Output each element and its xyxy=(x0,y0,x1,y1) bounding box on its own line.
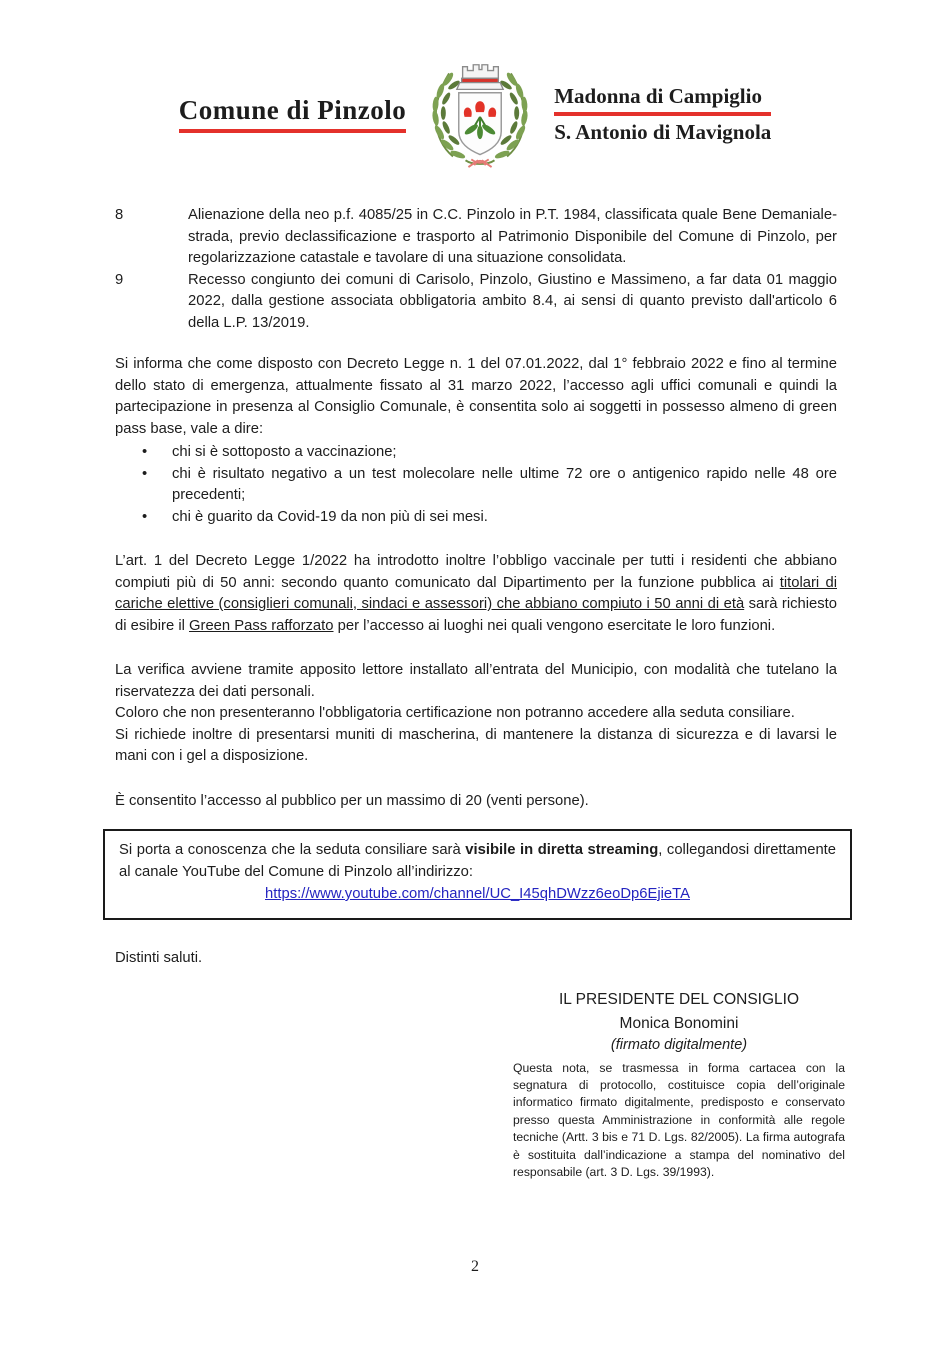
signature-block xyxy=(513,989,845,1181)
list-item xyxy=(115,464,837,507)
locality-title-block xyxy=(554,84,771,145)
bullet-icon: • xyxy=(142,444,148,460)
no-certification-paragraph: Coloro che non presenteranno l'obbligatoria certificazione non potranno accedere alla seduta consiliare. xyxy=(115,705,795,721)
streaming-notice-box xyxy=(103,829,852,920)
red-rule-left xyxy=(179,129,407,133)
streaming-link-line xyxy=(119,884,836,906)
signer-name: Monica Bonomini xyxy=(619,1014,739,1032)
municipality-name: Comune di Pinzolo xyxy=(178,95,407,125)
greenpass-intro-paragraph: Si informa che come disposto con Decreto Legge n. 1 del 07.01.2022, dal 1° febbraio 2022 e fino al termine dello stato di emergenza, attualmente fissato al 31 marzo 2022, l’accesso agli uffici comunali e quindi la partecipazione in presenza al Consiglio Comunale, è consentita solo ai soggetti in possesso almeno di green pass base, vale a dire: xyxy=(115,356,837,437)
locality-line-2: S. Antonio di Mavignola xyxy=(554,119,772,144)
page-number: 2 xyxy=(471,1258,479,1275)
agenda-item xyxy=(115,205,837,270)
municipality-title-block xyxy=(179,95,407,133)
vaccine-obligation-paragraph: L’art. 1 del Decreto Legge 1/2022 ha introdotto inoltre l’obbligo vaccinale per tutti i residenti che abbiano compiuti più di 50 anni: secondo quanto comunicato dal Dipartimento per la funzione pubblica ai titolari di cariche elettive (consiglieri comunali, sindaci e assessori) che abbiano compiuto i 50 anni di età sarà richiesto di esibire il Green Pass rafforzato per l’accesso ai luoghi nei quali vengono esercitate le loro funzioni. xyxy=(115,553,837,634)
mask-distance-paragraph: Si richiede inoltre di presentarsi muniti di mascherina, di mantenere la distanza di sicurezza e di lavarsi le mani con i gel a disposizione. xyxy=(115,726,837,764)
streaming-notice-text: Si porta a conoscenza che la seduta consiliare sarà visibile in diretta streaming, collegandosi direttamente al canale YouTube del Comune di Pinzolo all’indirizzo: xyxy=(119,842,837,880)
agenda-list xyxy=(115,205,837,334)
agenda-item-number: 8 xyxy=(115,207,124,223)
legal-disclaimer: Questa nota, se trasmessa in forma cartacea con la segnatura di protocollo, costituisce copia dell’originale informatico firmato digitalmente, predisposto e conservato presso questa Amministrazione in conformità alle regole tecniche (Artt. 3 bis e 71 D. Lgs. 82/2005). La firma autografa è sostituita dall’indicazione a stampa del nominativo del responsabile (art. 3 D. Lgs. 39/1993). xyxy=(513,1060,845,1179)
bullet-text: chi è risultato negativo a un test molecolare nelle ultime 72 ore o antigenico rapido nelle 48 ore precedenti; xyxy=(172,465,837,503)
verification-block xyxy=(115,660,837,768)
bullet-icon: • xyxy=(142,465,148,482)
bullet-text: chi è guarito da Covid-19 da non più di sei mesi. xyxy=(172,508,488,525)
agenda-item-text: Alienazione della neo p.f. 4085/25 in C.C. Pinzolo in P.T. 1984, classificata quale Bene Demaniale-strada, previo declassificazione e trasporto al Patrimonio Disponibile del Comune di Pinzolo, per regolarizzazione catastale e tavolare di una situazione consolidata. xyxy=(188,207,837,266)
digitally-signed-note: (firmato digitalmente) xyxy=(610,1037,748,1053)
agenda-item-number: 9 xyxy=(115,271,124,288)
signer-title: IL PRESIDENTE DEL CONSIGLIO xyxy=(558,991,800,1008)
letterhead xyxy=(95,58,855,170)
youtube-channel-link[interactable]: https://www.youtube.com/channel/UC_I45qhDWzz6eoDp6EjieTA xyxy=(265,886,690,902)
bullet-icon: • xyxy=(142,508,148,525)
greenpass-conditions-list xyxy=(115,442,837,528)
coat-of-arms-icon xyxy=(422,58,538,170)
letter-body xyxy=(115,205,845,1181)
bullet-text: chi si è sottoposto a vaccinazione; xyxy=(172,444,397,460)
red-rule-right xyxy=(554,112,771,116)
salutation: Distinti saluti. xyxy=(115,949,203,966)
list-item xyxy=(115,442,837,464)
public-access-paragraph: È consentito l’accesso al pubblico per un massimo di 20 (venti persone). xyxy=(115,792,589,809)
locality-line-1: Madonna di Campiglio xyxy=(554,83,762,108)
agenda-item-text: Recesso congiunto dei comuni di Carisolo, Pinzolo, Giustino e Massimeno, a far data 01 maggio 2022, dalla gestione associata obbligatoria ambito 8.4, ai sensi di quanto previsto dall'articolo 6 della L.P. 13/2019. xyxy=(188,271,837,331)
list-item xyxy=(115,507,837,529)
agenda-item xyxy=(115,270,837,335)
verification-paragraph: La verifica avviene tramite apposito lettore installato all’entrata del Municipio, con modalità che tutelano la riservatezza dei dati personali. xyxy=(115,662,837,700)
